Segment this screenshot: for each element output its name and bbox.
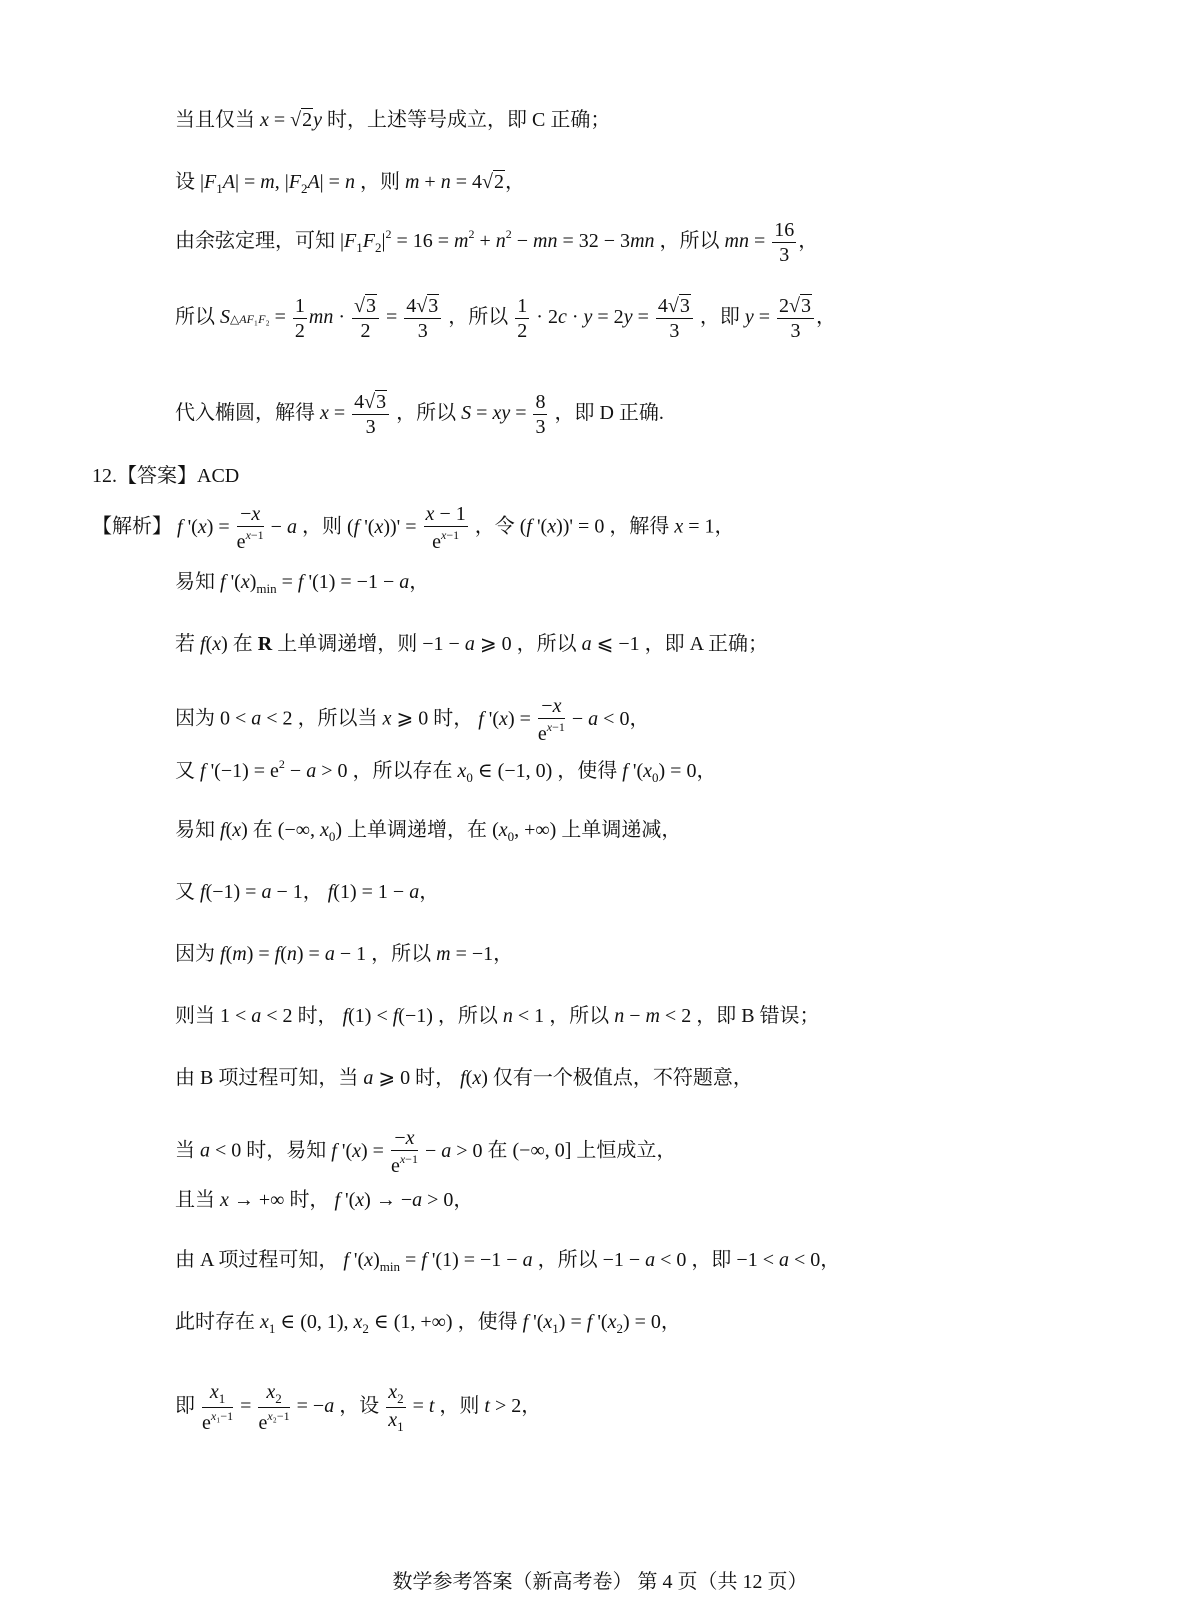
math-expr: f '$(x)_{min} = f$ '(1) = −1 − a (343, 1249, 533, 1274)
math-expr: mn = $\frac{16}{3}$ ， (724, 219, 819, 266)
line-ratio-t: 即 $\frac{x_1}{e^{x_1-1}}$ = $\frac{x_2}{e^{x_2-1}}$ = −a ，设 $\frac{x_2}{x_1}$ = t ，则 t > 2， (175, 1381, 542, 1434)
line-substitute-ellipse: 代入椭圆，解得 x = $\frac{4√3}{3}$ ，所以 S = xy = $\frac{8}{3}$ ，即 D 正确. (175, 391, 664, 438)
analysis-label: 【解析】 (92, 515, 172, 538)
math-expr: f '(x) = $\frac{-x}{e^{x-1}}$ − a < 0， (478, 695, 650, 745)
line-case-a-negative: 当 a < 0 时，易知 f '(x) = $\frac{-x}{e^{x-1}}$ − a > 0 在 (−∞, 0] 上恒成立， (175, 1127, 677, 1177)
math-expr: x ⩾ 0 (382, 707, 429, 730)
math-expr: $|F_1F_2|^2 = 16 = m^2 + n^2$ − mn = 32 − 3mn (340, 227, 655, 256)
math-expr: a ⩾ 0 (363, 1067, 411, 1089)
math-expr: f '(x) = $\frac{-x}{e^{x-1}}$ − a > 0 (331, 1127, 483, 1177)
math-expr: S = xy = $\frac{8}{3}$ (461, 391, 546, 438)
math-expr: $\frac{x_2}{x_1}$ = t (388, 1381, 435, 1434)
math-expr: (−∞, 0] (512, 1139, 572, 1162)
math-expr: f '(x) = $\frac{-x}{e^{x-1}}$ − a (177, 503, 297, 553)
math-expr: x = $\frac{4√3}{3}$ (320, 402, 391, 424)
math-expr: f '$(x_1) = f$ '$(x_2) = 0$， (522, 1311, 681, 1336)
math-expr: n − m < 2 (614, 1005, 692, 1027)
math-expr: 0 < a < 2 (220, 707, 293, 730)
math-expr: f '$(x)_{min} = f$ '(1) = −1 − a， (220, 571, 430, 596)
math-expr: −1 − a ⩾ 0 (422, 633, 512, 655)
line-m-value: 因为 f(m) = f(n) = a − 1 ，所以 m = −1， (175, 943, 514, 965)
math-expr: f(1) < f(−1) (342, 1005, 433, 1027)
line-option-a: 若 f(x) 在 R 上单调递增，则 −1 − a ⩾ 0 ，所以 a ⩽ −1 ，即 A 正确； (175, 633, 768, 655)
math-expr: f(x) (460, 1067, 488, 1089)
line-a-range: 由 A 项过程可知， f '$(x)_{min} = f$ '(1) = −1 − a ，所以 −1 − a < 0 ，即 −1 < a < 0， (175, 1249, 841, 1274)
line-equality-condition: 当且仅当 x = √2y 时，上述等号成立，即 C 正确； (175, 109, 611, 131)
math-expr: f '(x) → −a > 0， (334, 1189, 474, 1211)
math-expr: (f '(x))' = $\frac{x - 1}{e^{x-1}}$ (346, 503, 466, 553)
math-expr: f '$(-1) = e^2 - a > 0$ (200, 757, 348, 782)
math-expr: f(m) = f(n) = a − 1 (220, 943, 367, 965)
math-expr: f(x) (200, 633, 228, 655)
line-limit: 且当 x → +∞ 时， f '(x) → −a > 0， (175, 1189, 474, 1211)
math-expr: y = $\frac{2√3}{3}$ ， (744, 295, 836, 342)
math-expr: −1 < a < 0， (736, 1249, 841, 1271)
math-expr: f(−1) = a − 1， f(1) = 1 − a， (200, 881, 440, 903)
math-expr: n < 1 (502, 1005, 545, 1027)
math-expr: x → +∞ (220, 1189, 285, 1211)
math-expr: t > 2， (484, 1395, 542, 1418)
math-expr: f(x) (220, 819, 248, 841)
math-expr: f '$(x_0) = 0$， (622, 760, 717, 785)
line-cosine-law: 由余弦定理，可知 $|F_1F_2|^2 = 16 = m^2 + n^2$ − mn = 32 − 3mn ，所以 mn = $\frac{16}{3}$ ， (175, 219, 819, 266)
math-expr: $|F_1A| = m$, $|F_2A| = n$ (200, 171, 355, 196)
line-derivative: 【解析】 f '(x) = $\frac{-x}{e^{x-1}}$ − a ，则 (f '(x))' = $\frac{x - 1}{e^{x-1}}$ ，令 (f '(x))' = 0 ，解得 x = 1， (92, 503, 735, 553)
math-expr: (f '(x))' = 0 (519, 515, 605, 538)
math-expr: m = −1， (436, 943, 514, 965)
line-min-derivative: 易知 f '$(x)_{min} = f$ '(1) = −1 − a， (175, 571, 430, 596)
line-two-zeros: 此时存在 $x_1$ ∈ (0, 1), $x_2$ ∈ (1, +∞) ，使得 f '$(x_1) = f$ '$(x_2) = 0$， (175, 1311, 681, 1336)
math-expr: S△AF₁F₂ = $\frac{1}{2}$ mn · $\frac{√3}{2}$ = $\frac{4√3}{3}$ (220, 306, 443, 328)
math-expr: $\frac{1}{2}$ · 2c · y = 2y = $\frac{4√3}{3}$ (513, 306, 695, 328)
math-expr: R (257, 633, 273, 655)
math-expr: $x_0$ ∈ (−1, 0) (457, 760, 553, 785)
math-expr: a < 0 (200, 1139, 242, 1162)
math-expr: x = √2y (260, 109, 323, 131)
math-expr: m + n = 4√2， (404, 171, 525, 193)
math-expr: a ⩽ −1 (581, 633, 640, 655)
page-footer: 数学参考答案（新高考卷） 第 4 页（共 12 页） (392, 1571, 808, 1593)
line-triangle-area: 所以 S△AF₁F₂ = $\frac{1}{2}$ mn · $\frac{√3}{2}$ = $\frac{4√3}{3}$ ，所以 $\frac{1}{2}$ · 2c · y = 2y = $\frac{4√3}{3}$ ，即 y = $\frac{2√3}{3}$ ， (175, 295, 836, 342)
math-expr: x = 1， (674, 515, 735, 538)
math-expr: 1 < a < 2 (220, 1005, 293, 1027)
math-expr: (−∞, $x_0$) (277, 819, 343, 844)
math-expr: ($x_0$, +∞) (492, 819, 557, 844)
line-option-b: 则当 1 < a < 2 时， f(1) < f(−1) ，所以 n < 1 ，所以 n − m < 2 ，即 B 错误； (175, 1005, 820, 1027)
question-12-answer: 12.【答案】ACD (92, 465, 240, 487)
math-expr: $\frac{x_1}{e^{x_1-1}}$ = $\frac{x_2}{e^{x_2-1}}$ = −a (202, 1381, 335, 1434)
line-case-a-range: 因为 0 < a < 2 ，所以当 x ⩾ 0 时， f '(x) = $\frac{-x}{e^{x-1}}$ − a < 0， (175, 695, 650, 745)
line-monotonicity: 易知 f(x) 在 (−∞, $x_0$) 上单调递增，在 ($x_0$, +∞) 上单调递减， (175, 819, 682, 844)
line-set-mn: 设 $|F_1A| = m$, $|F_2A| = n$ ，则 m + n = 4√2， (175, 171, 525, 196)
line-zero-exists: 又 f '$(-1) = e^2 - a > 0$ ，所以存在 $x_0$ ∈ (−1, 0) ，使得 f '$(x_0) = 0$， (175, 757, 717, 785)
math-expr: −1 − a < 0 (602, 1249, 687, 1271)
math-expr: $x_1$ ∈ (0, 1), $x_2$ ∈ (1, +∞) (260, 1311, 453, 1336)
line-single-extremum: 由 B 项过程可知，当 a ⩾ 0 时， f(x) 仅有一个极值点，不符题意， (175, 1067, 753, 1089)
line-function-values: 又 f(−1) = a − 1， f(1) = 1 − a， (175, 881, 440, 903)
